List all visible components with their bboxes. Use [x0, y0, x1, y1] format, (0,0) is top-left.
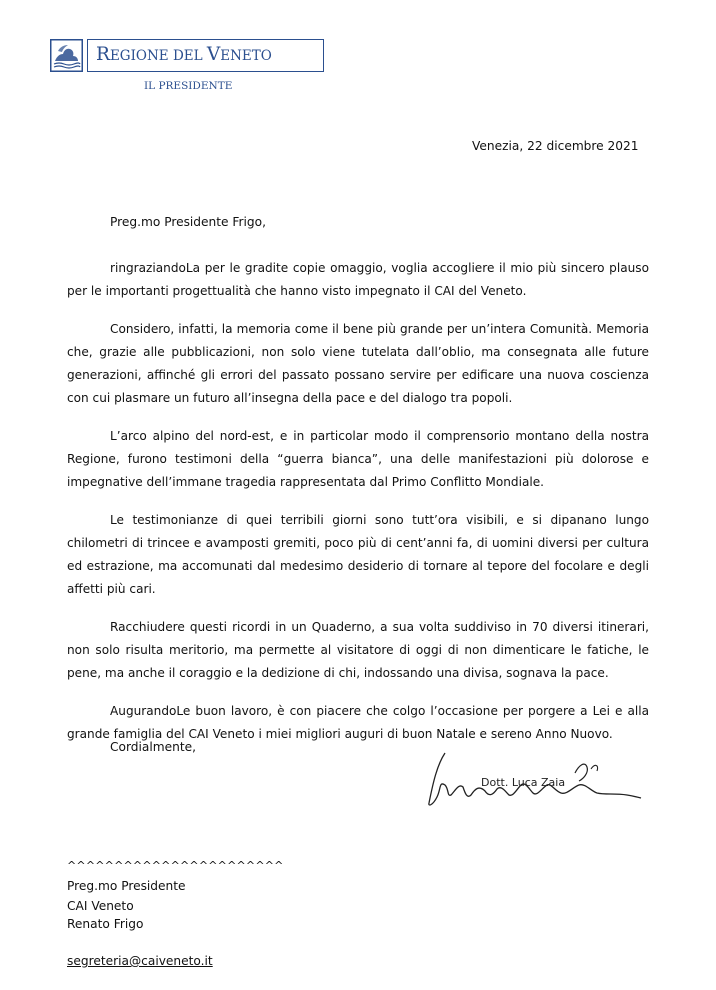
recipient-email-link[interactable]: segreteria@caiveneto.it — [67, 954, 213, 968]
lion-of-st-mark-icon — [50, 39, 83, 72]
paragraph: ringraziandoLa per le gradite copie omaggio, voglia accogliere il mio più sincero plauso per le importanti progettualità che hanno visto impegnato il CAI del Veneto. — [67, 261, 649, 298]
paragraph: Racchiudere questi ricordi in un Quaderno, a sua volta suddiviso in 70 diversi itinerari, non solo risulta meritorio, ma permette al visitatore di oggi di non dimenticare le fatiche, le pene, ma anche il coraggio e la dedizione di chi, indossando una divisa, sognava la pace. — [67, 620, 649, 680]
letterhead-subtitle: IL PRESIDENTE — [144, 80, 233, 92]
closing: Cordialmente, — [110, 740, 196, 754]
letterhead-logo — [50, 39, 324, 72]
recipient-title: Preg.mo Presidente — [67, 879, 186, 893]
paragraph: Considero, infatti, la memoria come il bene più grande per un’intera Comunità. Memoria che, grazie alle pubblicazioni, non solo viene tutelata dall’oblio, ma consegnata alle future generazioni, affinché gli errori del passato possano servire per edificare una nuova coscienza con cui plasmare un futuro all’insegna della pace e del dialogo tra popoli. — [67, 322, 649, 405]
paragraph: L’arco alpino del nord-est, e in particolar modo il comprensorio montano della nostra Regione, furono testimoni della “guerra bianca”, una delle manifestazioni più dolorose e impegnative dell’immane tragedia rappresentata dal Primo Conflitto Mondiale. — [67, 429, 649, 489]
letter-body — [67, 257, 649, 761]
separator-line: ^^^^^^^^^^^^^^^^^^^^^^^ — [67, 859, 284, 872]
brand-name: REGIONE DEL VENETO — [96, 44, 272, 65]
paragraph: AugurandoLe buon lavoro, è con piacere che colgo l’occasione per porgere a Lei e alla grande famiglia del CAI Veneto i miei migliori auguri di buon Natale e sereno Anno Nuovo. — [67, 704, 649, 741]
salutation: Preg.mo Presidente Frigo, — [110, 215, 266, 229]
signature-name: Dott. Luca Zaia — [481, 776, 566, 789]
recipient-name: Renato Frigo — [67, 917, 144, 931]
brand-box — [87, 39, 324, 72]
paragraph: Le testimonianze di quei terribili giorni sono tutt’ora visibili, e si dipanano lungo chilometri di trincee e avamposti gremiti, poco più di cent’anni fa, di uomini diversi per cultura ed estrazione, ma accomunati dal medesimo desiderio di tornare al tepore del focolare e degli affetti più cari. — [67, 513, 649, 596]
recipient-org: CAI Veneto — [67, 899, 134, 913]
date-line: Venezia, 22 dicembre 2021 — [472, 139, 639, 153]
